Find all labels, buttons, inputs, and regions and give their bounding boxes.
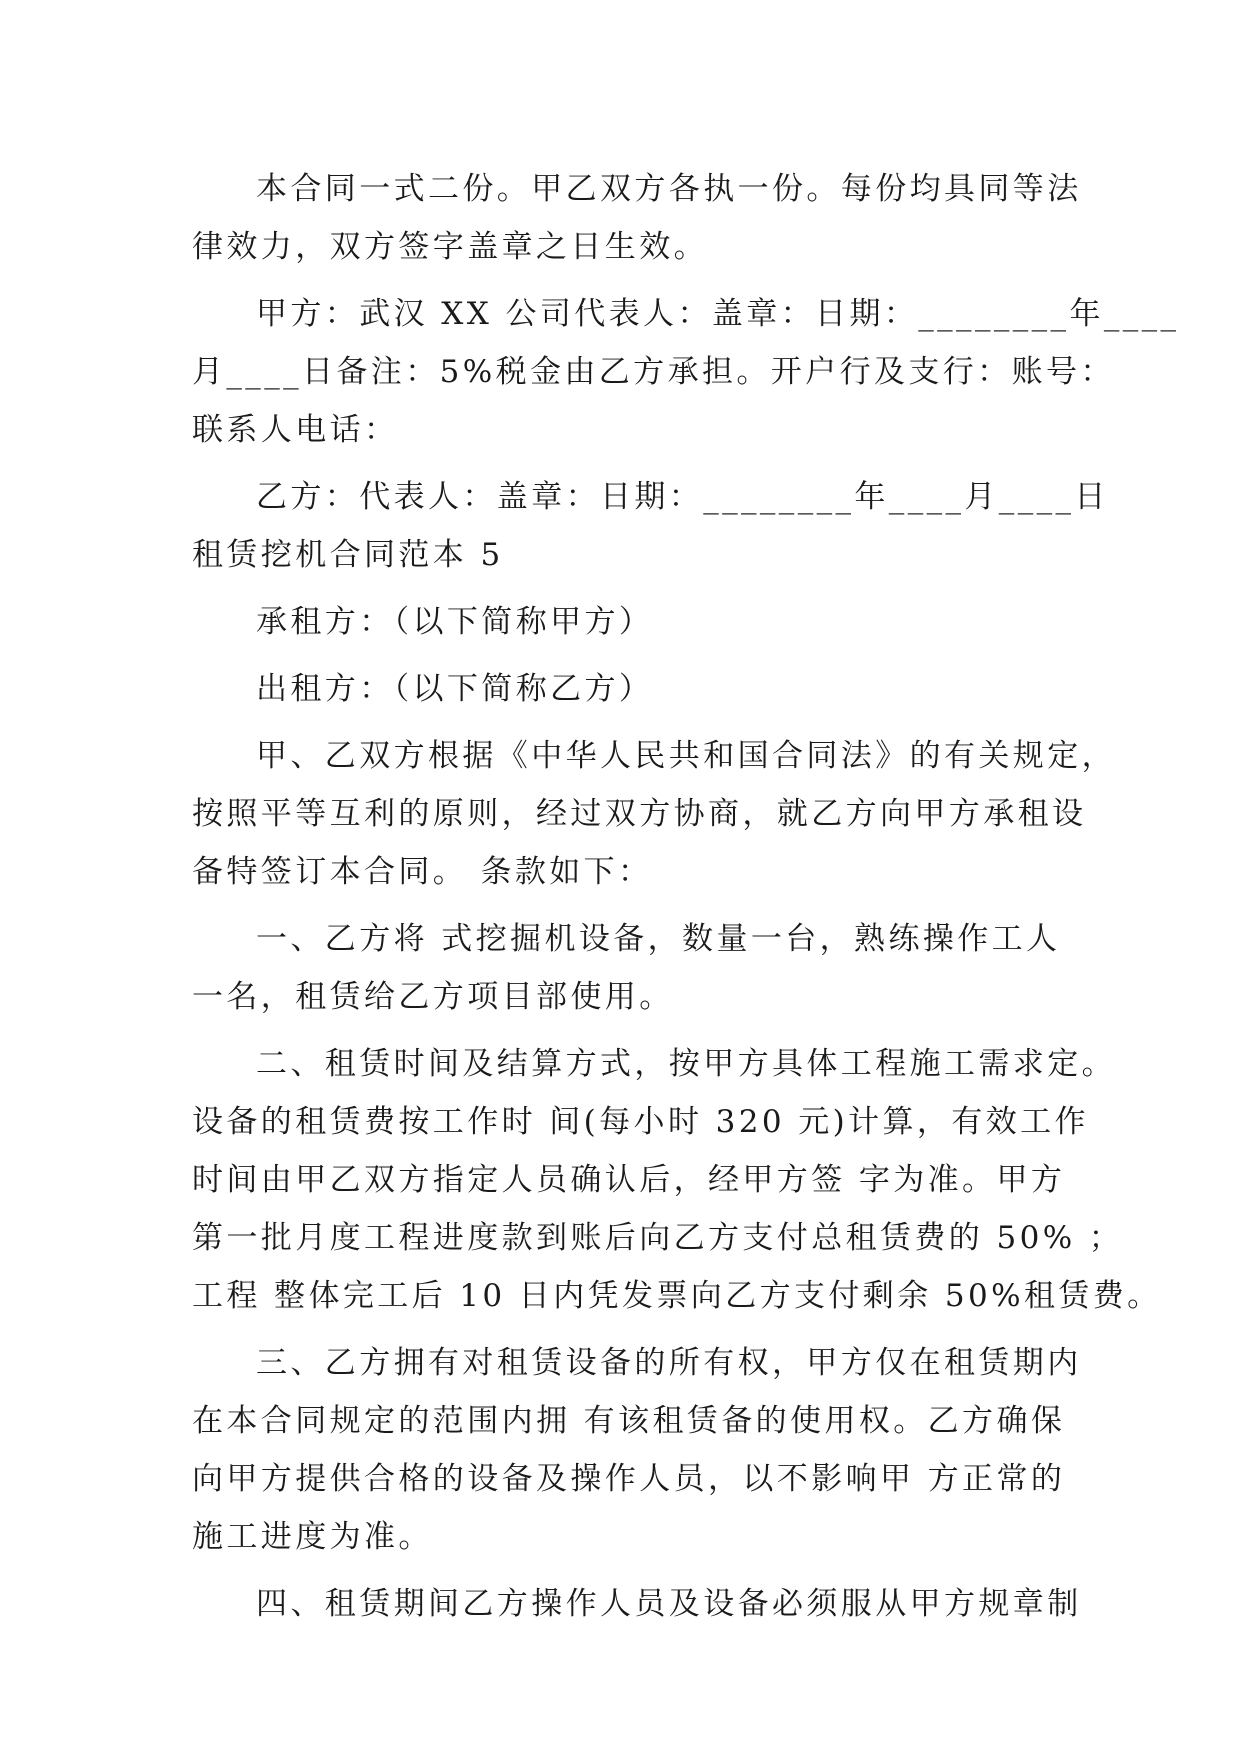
paragraph-line: 按照平等互利的原则，经过双方协商，就乙方向甲方承租设 <box>192 796 1087 832</box>
paragraph-line: 本合同一式二份。甲乙双方各执一份。每份均具同等法 <box>256 171 1082 207</box>
paragraph-line: 工程 整体完工后 10 日内凭发票向乙方支付剩余 50%租赁费。 <box>192 1278 1162 1314</box>
paragraph-line: 一、乙方将 式挖掘机设备，数量一台，熟练操作工人 <box>256 921 1061 957</box>
paragraph-line: 三、乙方拥有对租赁设备的所有权，甲方仅在租赁期内 <box>256 1345 1082 1381</box>
paragraph-line: 向甲方提供合格的设备及操作人员，以不影响甲 方正常的 <box>192 1461 1066 1497</box>
section-heading: 租赁挖机合同范本 5 <box>192 537 504 573</box>
paragraph-line: 月____日备注：5%税金由乙方承担。开户行及支行：账号： <box>192 354 1115 390</box>
paragraph-line: 甲、乙双方根据《中华人民共和国合同法》的有关规定， <box>256 738 1116 774</box>
paragraph-line: 联系人电话： <box>192 412 399 448</box>
paragraph-line: 备特签订本合同。 条款如下： <box>192 854 653 890</box>
paragraph-line: 第一批月度工程进度款到账后向乙方支付总租赁费的 50% ； <box>192 1220 1124 1256</box>
paragraph-line: 二、租赁时间及结算方式，按甲方具体工程施工需求定。 <box>256 1046 1116 1082</box>
paragraph-line: 设备的租赁费按工作时 间(每小时 320 元)计算，有效工作 <box>192 1104 1089 1140</box>
document-page <box>192 160 1180 1633</box>
paragraph-line: 乙方：代表人：盖章：日期：________年____月____日 <box>256 479 1109 515</box>
paragraph-line: 一名，租赁给乙方项目部使用。 <box>192 979 674 1015</box>
paragraph-line: 承租方：（以下简称甲方） <box>256 604 654 640</box>
paragraph-line: 施工进度为准。 <box>192 1519 433 1555</box>
paragraph-line: 甲方：武汉 XX 公司代表人：盖章：日期：________年____ <box>256 296 1180 332</box>
paragraph-line: 律效力，双方签字盖章之日生效。 <box>192 229 708 265</box>
paragraph-line: 时间由甲乙双方指定人员确认后，经甲方签 字为准。甲方 <box>192 1162 1066 1198</box>
paragraph-line: 四、租赁期间乙方操作人员及设备必须服从甲方规章制 <box>256 1586 1082 1622</box>
paragraph-line: 出租方：（以下简称乙方） <box>256 671 654 707</box>
paragraph-line: 在本合同规定的范围内拥 有该租赁备的使用权。乙方确保 <box>192 1403 1066 1439</box>
